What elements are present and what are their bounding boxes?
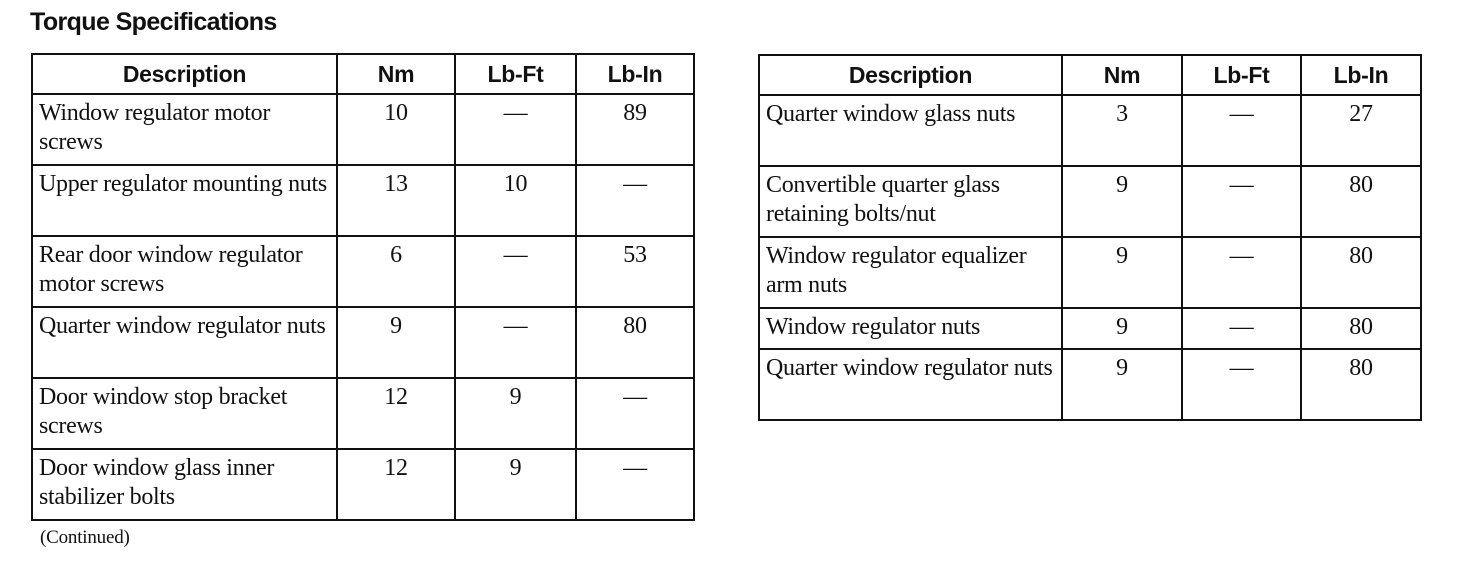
lbft-cell: — — [1182, 349, 1301, 420]
description-cell: Window regulator equalizer arm nuts — [759, 237, 1062, 308]
nm-cell: 10 — [337, 94, 455, 165]
description-cell: Quarter window glass nuts — [759, 95, 1062, 166]
table-row — [32, 236, 694, 307]
table-row — [759, 308, 1421, 349]
lbft-cell: 9 — [455, 378, 576, 449]
nm-cell: 9 — [1062, 308, 1182, 349]
lbin-cell: 80 — [1301, 349, 1421, 420]
lbin-cell: — — [576, 378, 694, 449]
table-row — [32, 449, 694, 520]
table-row — [759, 166, 1421, 237]
lbin-cell: 80 — [1301, 166, 1421, 237]
header-description: Description — [759, 55, 1062, 95]
header-nm: Nm — [337, 54, 455, 94]
nm-cell: 9 — [1062, 349, 1182, 420]
lbft-cell: 10 — [455, 165, 576, 236]
description-cell: Window regulator motor screws — [32, 94, 337, 165]
table-row — [32, 165, 694, 236]
description-cell: Rear door window regulator motor screws — [32, 236, 337, 307]
lbft-cell: — — [1182, 166, 1301, 237]
header-lbin: Lb-In — [1301, 55, 1421, 95]
lbin-cell: 53 — [576, 236, 694, 307]
page-title: Torque Specifications — [30, 8, 277, 36]
lbft-cell: — — [1182, 95, 1301, 166]
nm-cell: 13 — [337, 165, 455, 236]
continued-note: (Continued) — [40, 527, 130, 548]
header-lbft: Lb-Ft — [455, 54, 576, 94]
table-row — [32, 378, 694, 449]
nm-cell: 12 — [337, 449, 455, 520]
description-cell: Quarter window regulator nuts — [759, 349, 1062, 420]
header-nm: Nm — [1062, 55, 1182, 95]
lbft-cell: — — [1182, 237, 1301, 308]
torque-table-left — [31, 53, 695, 521]
lbft-cell: — — [455, 94, 576, 165]
description-cell: Convertible quarter glass retaining bolts/nut — [759, 166, 1062, 237]
header-lbin: Lb-In — [576, 54, 694, 94]
header-lbft: Lb-Ft — [1182, 55, 1301, 95]
lbin-cell: — — [576, 449, 694, 520]
table-row — [759, 95, 1421, 166]
lbin-cell: — — [576, 165, 694, 236]
nm-cell: 9 — [1062, 237, 1182, 308]
torque-table-right — [758, 54, 1422, 421]
header-row — [759, 55, 1421, 95]
header-description: Description — [32, 54, 337, 94]
lbin-cell: 80 — [1301, 308, 1421, 349]
lbin-cell: 80 — [1301, 237, 1421, 308]
lbft-cell: — — [455, 236, 576, 307]
nm-cell: 9 — [337, 307, 455, 378]
table-row — [32, 307, 694, 378]
description-cell: Upper regulator mounting nuts — [32, 165, 337, 236]
description-cell: Door window stop bracket screws — [32, 378, 337, 449]
nm-cell: 3 — [1062, 95, 1182, 166]
description-cell: Quarter window regulator nuts — [32, 307, 337, 378]
nm-cell: 12 — [337, 378, 455, 449]
lbft-cell: 9 — [455, 449, 576, 520]
lbft-cell: — — [455, 307, 576, 378]
description-cell: Door window glass inner stabilizer bolts — [32, 449, 337, 520]
lbin-cell: 27 — [1301, 95, 1421, 166]
header-row — [32, 54, 694, 94]
lbin-cell: 80 — [576, 307, 694, 378]
table-row — [32, 94, 694, 165]
table-row — [759, 237, 1421, 308]
nm-cell: 9 — [1062, 166, 1182, 237]
nm-cell: 6 — [337, 236, 455, 307]
table-row — [759, 349, 1421, 420]
lbin-cell: 89 — [576, 94, 694, 165]
lbft-cell: — — [1182, 308, 1301, 349]
description-cell: Window regulator nuts — [759, 308, 1062, 349]
